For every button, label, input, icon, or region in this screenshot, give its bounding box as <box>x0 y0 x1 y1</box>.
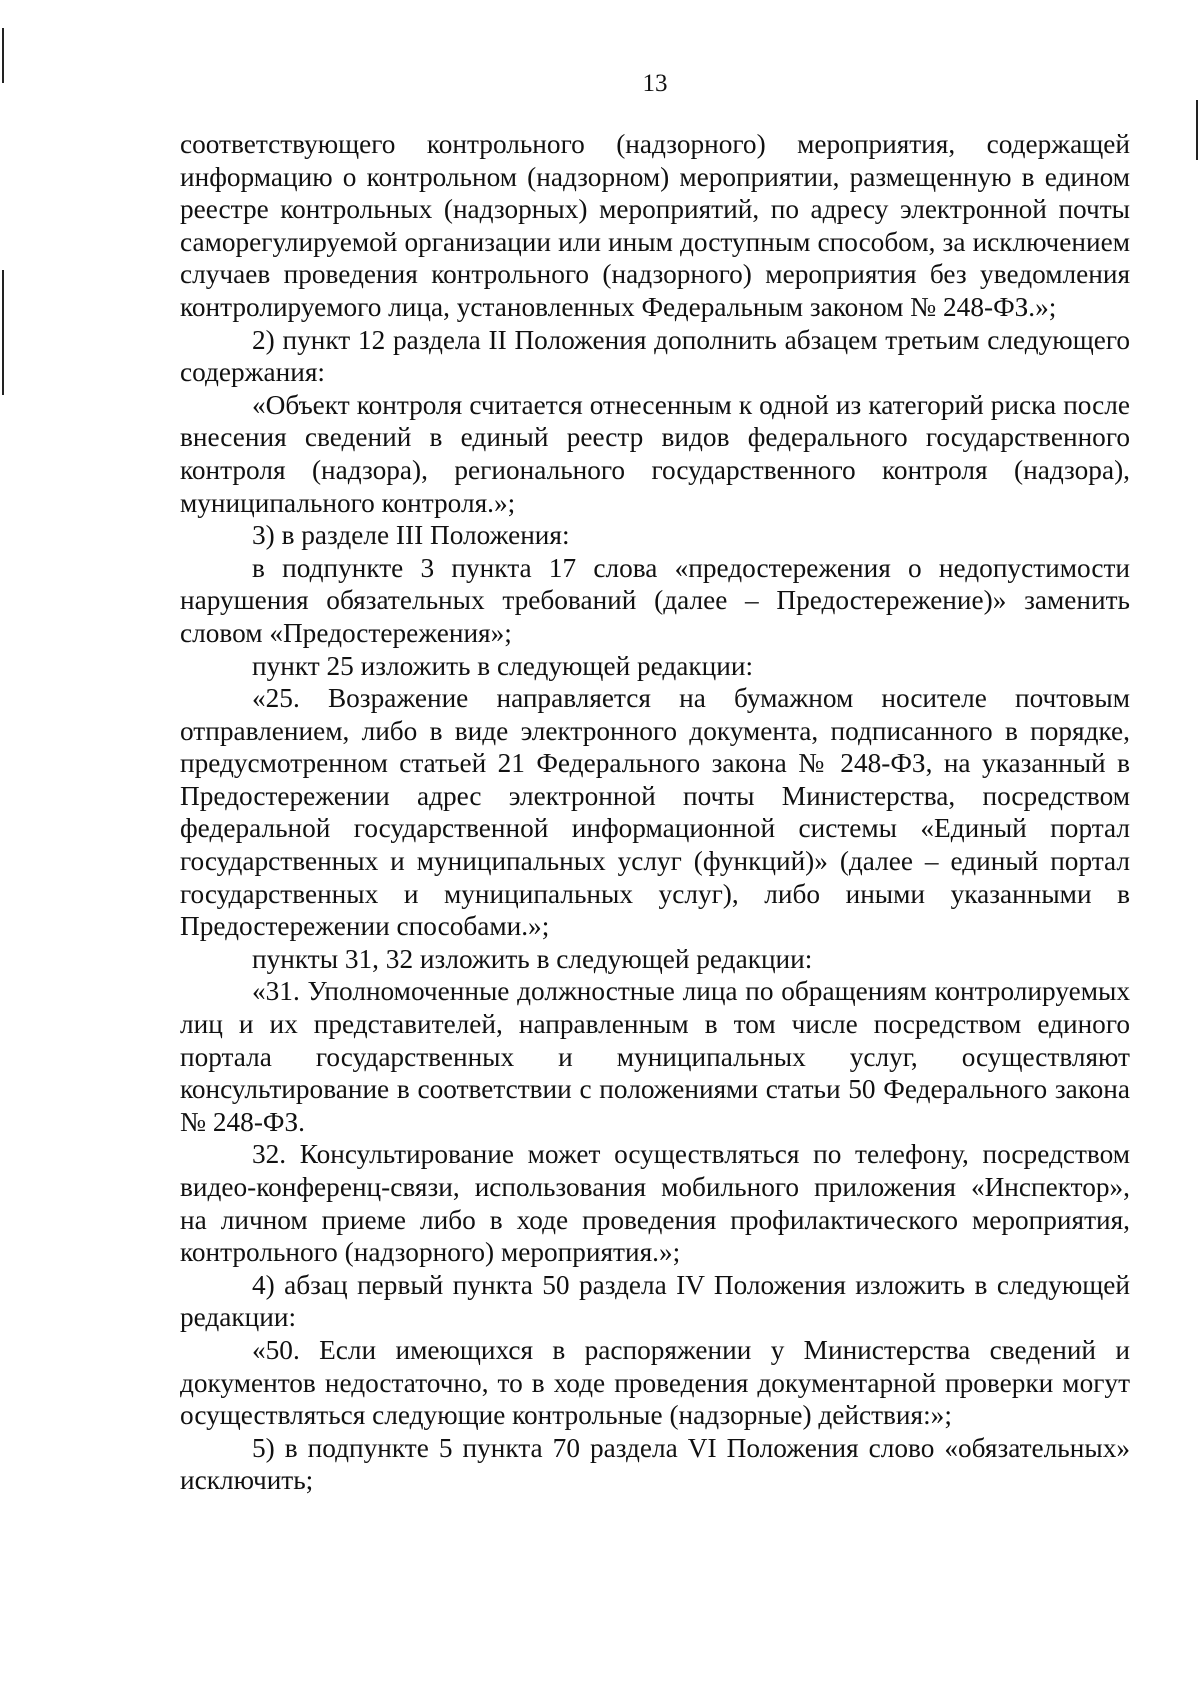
paragraph-10: 32. Консультирование может осуществляться по телефону, посредством видео-конференц-связи, использования мобильного приложения «Инспектор», на личном приеме либо в ходе проведения профилактического мероприятия, контрольного (надзорного) мероприятия.»; <box>180 1139 1130 1268</box>
paragraph-7: «25. Возражение направляется на бумажном носителе почтовым отправлением, либо в виде электронного документа, подписанного в порядке, предусмотренном статьей 21 Федерального закона № 248-ФЗ, на указанный в Предостережении адрес электронной почты Министерства, посредством федеральной государственной информационной системы «Единый портал государственных и муниципальных услуг (функций)» (далее – единый портал государственных и муниципальных услуг), либо иными указанными в Предостережении способами.»; <box>180 683 1130 942</box>
paragraph-3: «Объект контроля считается отнесенным к одной из категорий риска после внесения сведений в единый реестр видов федерального государственного контроля (надзора), регионального государственного контроля (надзора), муниципального контроля.»; <box>180 389 1130 518</box>
scan-margin-line-left-middle <box>2 270 4 395</box>
document-body <box>180 128 1130 1497</box>
scan-margin-line-right <box>1196 100 1198 160</box>
paragraph-11: 4) абзац первый пункта 50 раздела IV Положения изложить в следующей редакции: <box>180 1269 1130 1333</box>
paragraph-8: пункты 31, 32 изложить в следующей редакции: <box>252 943 813 974</box>
paragraph-12: «50. Если имеющихся в распоряжении у Министерства сведений и документов недостаточно, то в ходе проведения документарной проверки могут осуществляться следующие контрольные (надзорные) действия:»; <box>180 1334 1130 1431</box>
paragraph-13: 5) в подпункте 5 пункта 70 раздела VI Положения слово «обязательных» исключить; <box>180 1432 1130 1496</box>
page-number: 13 <box>642 70 668 97</box>
paragraph-9: «31. Уполномоченные должностные лица по обращениям контролируемых лиц и их представителей, направленным в том числе посредством единого портала государственных и муниципальных услуг, осуществляют консультирование в соответствии с положениями статьи 50 Федерального закона № 248-ФЗ. <box>180 976 1130 1137</box>
paragraph-2: 2) пункт 12 раздела II Положения дополнить абзацем третьим следующего содержания: <box>180 324 1130 388</box>
paragraph-6: пункт 25 изложить в следующей редакции: <box>252 650 754 681</box>
paragraph-4: 3) в разделе III Положения: <box>252 520 570 551</box>
paragraph-1: соответствующего контрольного (надзорного) мероприятия, содержащей информацию о контрольном (надзорном) мероприятии, размещенную в едином реестре контрольных (надзорных) мероприятий, по адресу электронной почты саморегулируемой организации или иным доступным способом, за исключением случаев проведения контрольного (надзорного) мероприятия без уведомления контролируемого лица, установленных Федеральным законом № 248-ФЗ.»; <box>180 129 1130 322</box>
paragraph-5: в подпункте 3 пункта 17 слова «предостережения о недопустимости нарушения обязательных требований (далее – Предостережение)» заменить словом «Предостережения»; <box>180 552 1130 648</box>
